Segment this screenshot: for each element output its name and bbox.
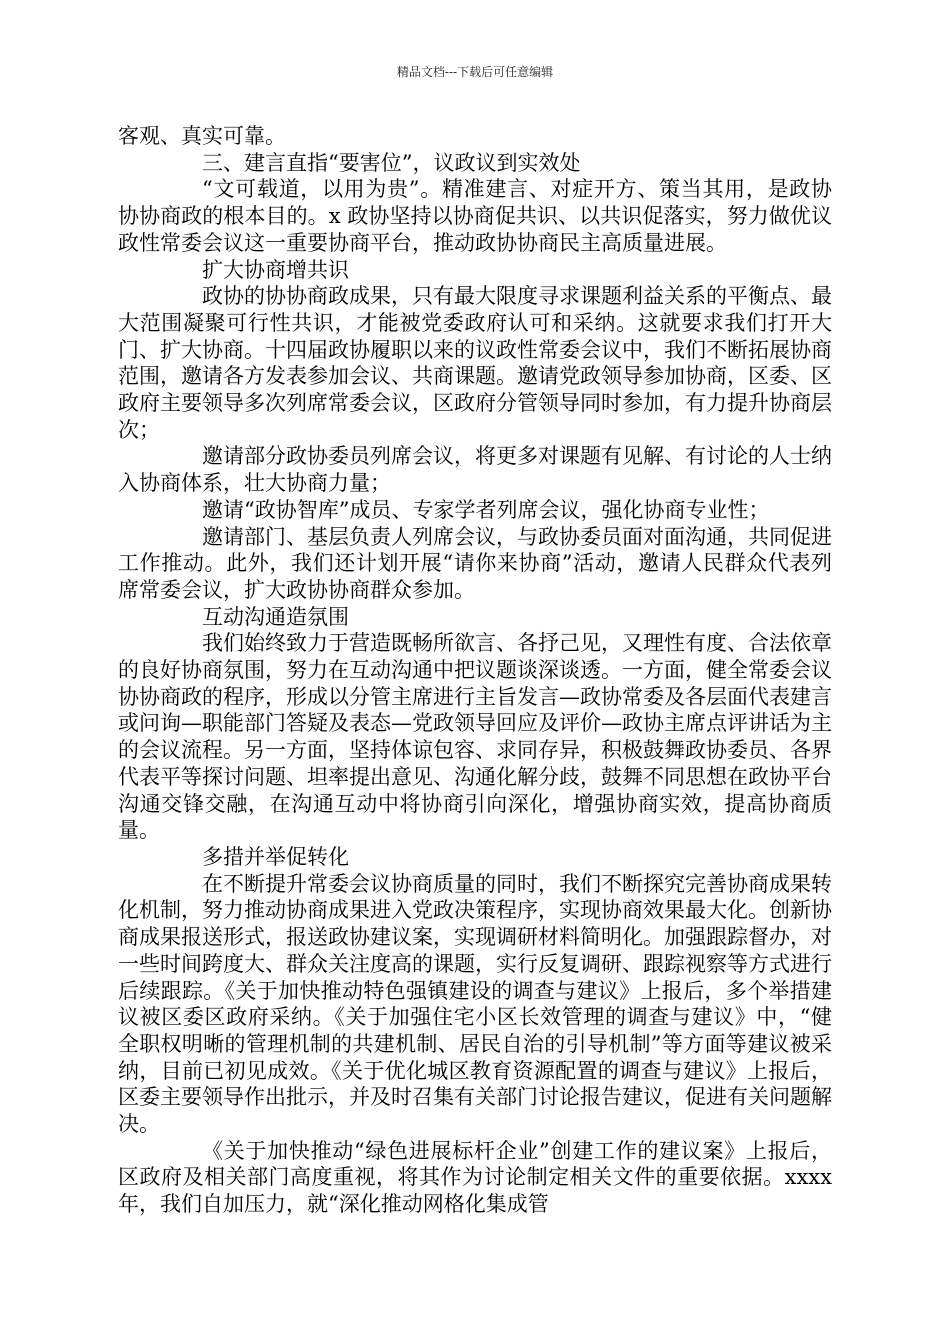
paragraph: 邀请部分政协委员列席会议，将更多对课题有见解、有讨论的人士纳入协商体系，壮大协商力量； xyxy=(118,444,832,496)
section-heading: 三、建言直指“要害位”，议政议到实效处 xyxy=(202,150,581,175)
page-header: 精品文档---下载后可任意编辑 xyxy=(396,65,554,79)
subsection-heading: 互动沟通造氛围 xyxy=(202,604,349,629)
subsection-heading: 扩大协商增共识 xyxy=(202,257,349,282)
subsection-heading: 多措并举促转化 xyxy=(202,844,349,869)
paragraph-continuation: 客观、真实可靠。 xyxy=(118,124,286,148)
paragraph: 《关于加快推动“绿色进展标杆企业”创建工作的建议案》上报后，区政府及相关部门高度重视，将其作为讨论制定相关文件的重要依据。xxxx 年，我们自加压力，就“深化推动网格化集成管 xyxy=(118,1138,832,1217)
paragraph: 我们始终致力于营造既畅所欲言、各抒己见，又理性有度、合法依章的良好协商氛围，努力在互动沟通中把议题谈深谈透。一方面，健全常委会议协协商政的程序，形成以分管主席进行主旨发言—政协常委及各层面代表建言或问询—职能部门答疑及表态—党政领导回应及评价—政协主席点评讲话为主的会议流程。另一方面，坚持体谅包容、求同存异，积极鼓舞政协委员、各界代表平等探讨问题、坦率提出意见、沟通化解分歧，鼓舞不同思想在政协平台沟通交锋交融，在沟通互动中将协商引向深化，增强协商实效，提高协商质量。 xyxy=(118,631,832,843)
document-body xyxy=(118,123,832,1218)
paragraph: 邀请部门、基层负责人列席会议，与政协委员面对面沟通，共同促进工作推动。此外，我们还计划开展“请你来协商”活动，邀请人民群众代表列席常委会议，扩大政协协商群众参加。 xyxy=(118,524,832,602)
paragraph: “文可载道，以用为贵”。精准建言、对症开方、策当其用，是政协协协商政的根本目的。x 政协坚持以协商促共识、以共识促落实，努力做优议政性常委会议这一重要协商平台，推动政协协商民主高质量进展。 xyxy=(118,177,832,255)
paragraph: 邀请“政协智库”成员、专家学者列席会议，强化协商专业性； xyxy=(202,497,770,522)
paragraph: 政协的协协商政成果，只有最大限度寻求课题利益关系的平衡点、最大范围凝聚可行性共识，才能被党委政府认可和采纳。这就要求我们打开大门、扩大协商。十四届政协履职以来的议政性常委会议中，我们不断拓展协商范围，邀请各方发表参加会议、共商课题。邀请党政领导参加协商，区委、区政府主要领导多次列席常委会议，区政府分管领导同时参加，有力提升协商层次； xyxy=(118,284,832,442)
paragraph: 在不断提升常委会议协商质量的同时，我们不断探究完善协商成果转化机制，努力推动协商成果进入党政决策程序，实现协商效果最大化。创新协商成果报送形式，报送政协建议案，实现调研材料简明化。加强跟踪督办，对一些时间跨度大、群众关注度高的课题，实行反复调研、跟踪视察等方式进行后续跟踪。《关于加快推动特色强镇建设的调查与建议》上报后，多个举措建议被区委区政府采纳。《关于加强住宅小区长效管理的调查与建议》中，“健全职权明晰的管理机制的共建机制、居民自治的引导机制”等方面等建议被采纳，目前已初见成效。《关于优化城区教育资源配置的调查与建议》上报后，区委主要领导作出批示，并及时召集有关部门讨论报告建议，促进有关问题解决。 xyxy=(118,871,832,1137)
